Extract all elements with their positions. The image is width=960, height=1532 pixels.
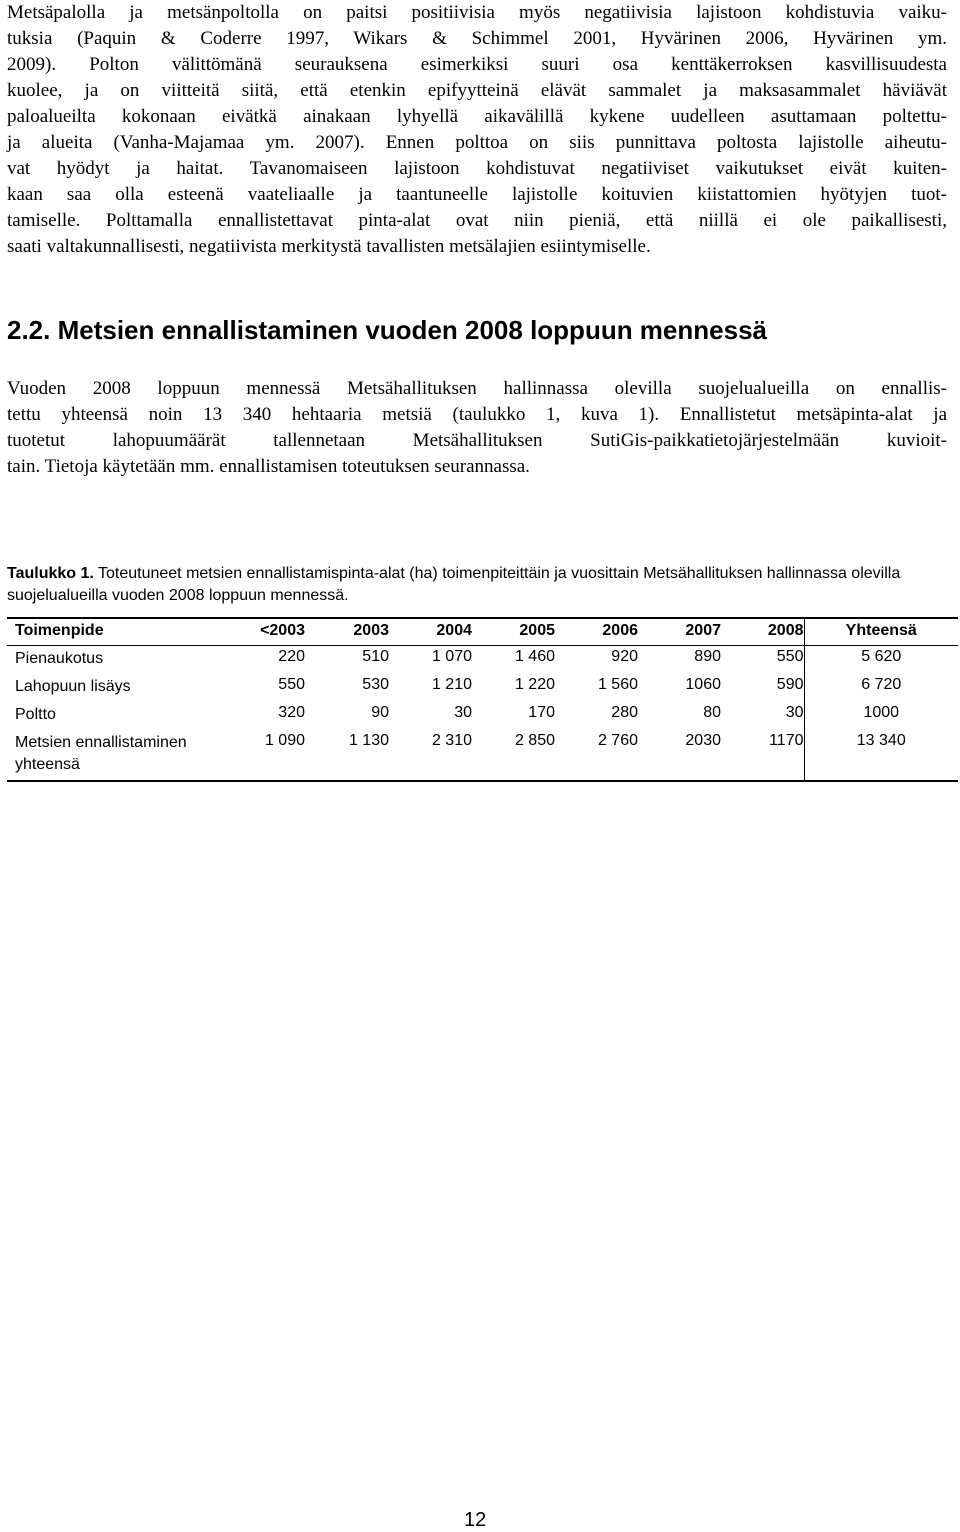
column-header: 2006 <box>555 618 638 645</box>
text-line: tain. Tietoja käytetään mm. ennallistamisen toteutuksen seurannassa. <box>7 456 530 477</box>
column-header: 2005 <box>472 618 555 645</box>
table-cell: 1060 <box>685 675 721 693</box>
table-cell: 80 <box>703 703 721 721</box>
table-cell: 5 620 <box>804 645 958 674</box>
table-cell: 170 <box>528 703 555 721</box>
text-line: kaan saa olla esteenä vaateliaalle ja taantuneelle lajistolle koituvien kiistattomien hyötyjen tuot- <box>7 184 947 205</box>
row-label: Poltto <box>15 705 56 723</box>
table-cell: 550 <box>776 647 804 665</box>
table-cell: 30 <box>785 703 804 721</box>
table-cell: 1170 <box>721 730 804 781</box>
table-row <box>7 702 958 730</box>
table-cell: 1 090 <box>229 730 305 781</box>
table-cell: 13 340 <box>804 730 958 781</box>
restoration-table <box>7 617 958 782</box>
table-caption-text: Toteutuneet metsien ennallistamispinta-alat (ha) toimenpiteittäin ja vuosittain Metsähallituksen hallinnassa olevilla suojelualueilla vuoden 2008 loppuun mennessä. <box>7 565 901 604</box>
row-label: Pienaukotus <box>15 649 104 667</box>
column-header: 2008 <box>721 618 804 645</box>
table-cell: 920 <box>611 647 638 665</box>
table-cell: 890 <box>694 647 721 665</box>
text-line: 2009). Polton välittömänä seurauksena esimerkiksi suuri osa kenttäkerroksen kasvillisuudesta <box>7 54 947 75</box>
text-line: tamiselle. Polttamalla ennallistettavat pinta-alat ovat niin pieniä, että niillä ei ole paikallisesti, <box>7 210 947 231</box>
table-cell: 1 220 <box>514 675 555 693</box>
table-cell: 530 <box>362 675 389 693</box>
table-cell: 590 <box>776 675 804 693</box>
table-cell: 1 070 <box>431 647 472 665</box>
table-cell: 6 720 <box>804 674 958 702</box>
table-cell: 280 <box>611 703 638 721</box>
text-line: Vuoden 2008 loppuun mennessä Metsähallituksen hallinnassa olevilla suojelualueilla on ennallis- <box>7 378 947 399</box>
column-header: <2003 <box>229 618 305 645</box>
table-cell: 2 760 <box>555 730 638 781</box>
table-cell: 2 850 <box>472 730 555 781</box>
text-line: saati valtakunnallisesti, negatiivista merkitystä tavallisten metsälajien esiintymiselle. <box>7 236 651 257</box>
row-label: Metsien ennallistaminen yhteensä <box>7 730 229 781</box>
table-cell: 90 <box>371 703 389 721</box>
table-row <box>7 645 958 674</box>
column-header: Toimenpide <box>7 618 229 645</box>
text-line: vat hyödyt ja haitat. Tavanomaiseen lajistoon kohdistuvat negatiiviset vaikutukset eivät kuiten- <box>7 158 947 179</box>
table-total-row <box>7 730 958 781</box>
table-cell: 2030 <box>638 730 721 781</box>
text-line: kuolee, ja on viitteitä siitä, että etenkin epifyytteinä elävät sammalet ja maksasammalet häviävät <box>7 80 947 101</box>
table-cell: 1 560 <box>597 675 638 693</box>
text-line: tuksia (Paquin & Coderre 1997, Wikars & Schimmel 2001, Hyvärinen 2006, Hyvärinen ym. <box>7 28 947 49</box>
table-row <box>7 674 958 702</box>
table-cell: 320 <box>278 703 305 721</box>
text-line: tettu yhteensä noin 13 340 hehtaaria metsiä (taulukko 1, kuva 1). Ennallistetut metsäpinta-alat ja <box>7 404 947 425</box>
row-label: Lahopuun lisäys <box>15 677 131 695</box>
table-cell: 1 460 <box>514 647 555 665</box>
table-cell: 550 <box>278 675 305 693</box>
page-number: 12 <box>464 1509 487 1531</box>
section-heading: 2.2. Metsien ennallistaminen vuoden 2008 loppuun mennessä <box>7 315 767 345</box>
column-header: Yhteensä <box>804 618 958 645</box>
text-line: Metsäpalolla ja metsänpoltolla on paitsi positiivisia myös negatiivisia lajistoon kohdistuvia vaiku- <box>7 2 947 23</box>
table-cell: 220 <box>278 647 305 665</box>
body-paragraph-2 <box>7 376 947 480</box>
text-line: paloalueilta kokonaan eivätkä ainakaan lyhyellä aikavälillä kykene uudelleen asuttamaan poltettu- <box>7 106 947 127</box>
table-cell: 510 <box>362 647 389 665</box>
text-line: tuotetut lahopuumäärät tallennetaan Metsähallituksen SutiGis-paikkatietojärjestelmään kuvioit- <box>7 430 947 451</box>
table-cell: 1000 <box>804 702 958 730</box>
table-cell: 2 310 <box>389 730 472 781</box>
text-line: ja alueita (Vanha-Majamaa ym. 2007). Ennen polttoa on siis punnittava poltosta lajistolle aiheutu- <box>7 132 947 153</box>
column-header: 2003 <box>305 618 389 645</box>
column-header: 2007 <box>638 618 721 645</box>
table-cell: 1 210 <box>431 675 472 693</box>
table-cell: 30 <box>454 703 472 721</box>
table-caption <box>7 563 940 607</box>
column-header: 2004 <box>389 618 472 645</box>
table-cell: 1 130 <box>305 730 389 781</box>
body-paragraph-1 <box>7 0 947 260</box>
table-caption-label: Taulukko 1. <box>7 565 94 582</box>
table-header-row <box>7 618 958 645</box>
